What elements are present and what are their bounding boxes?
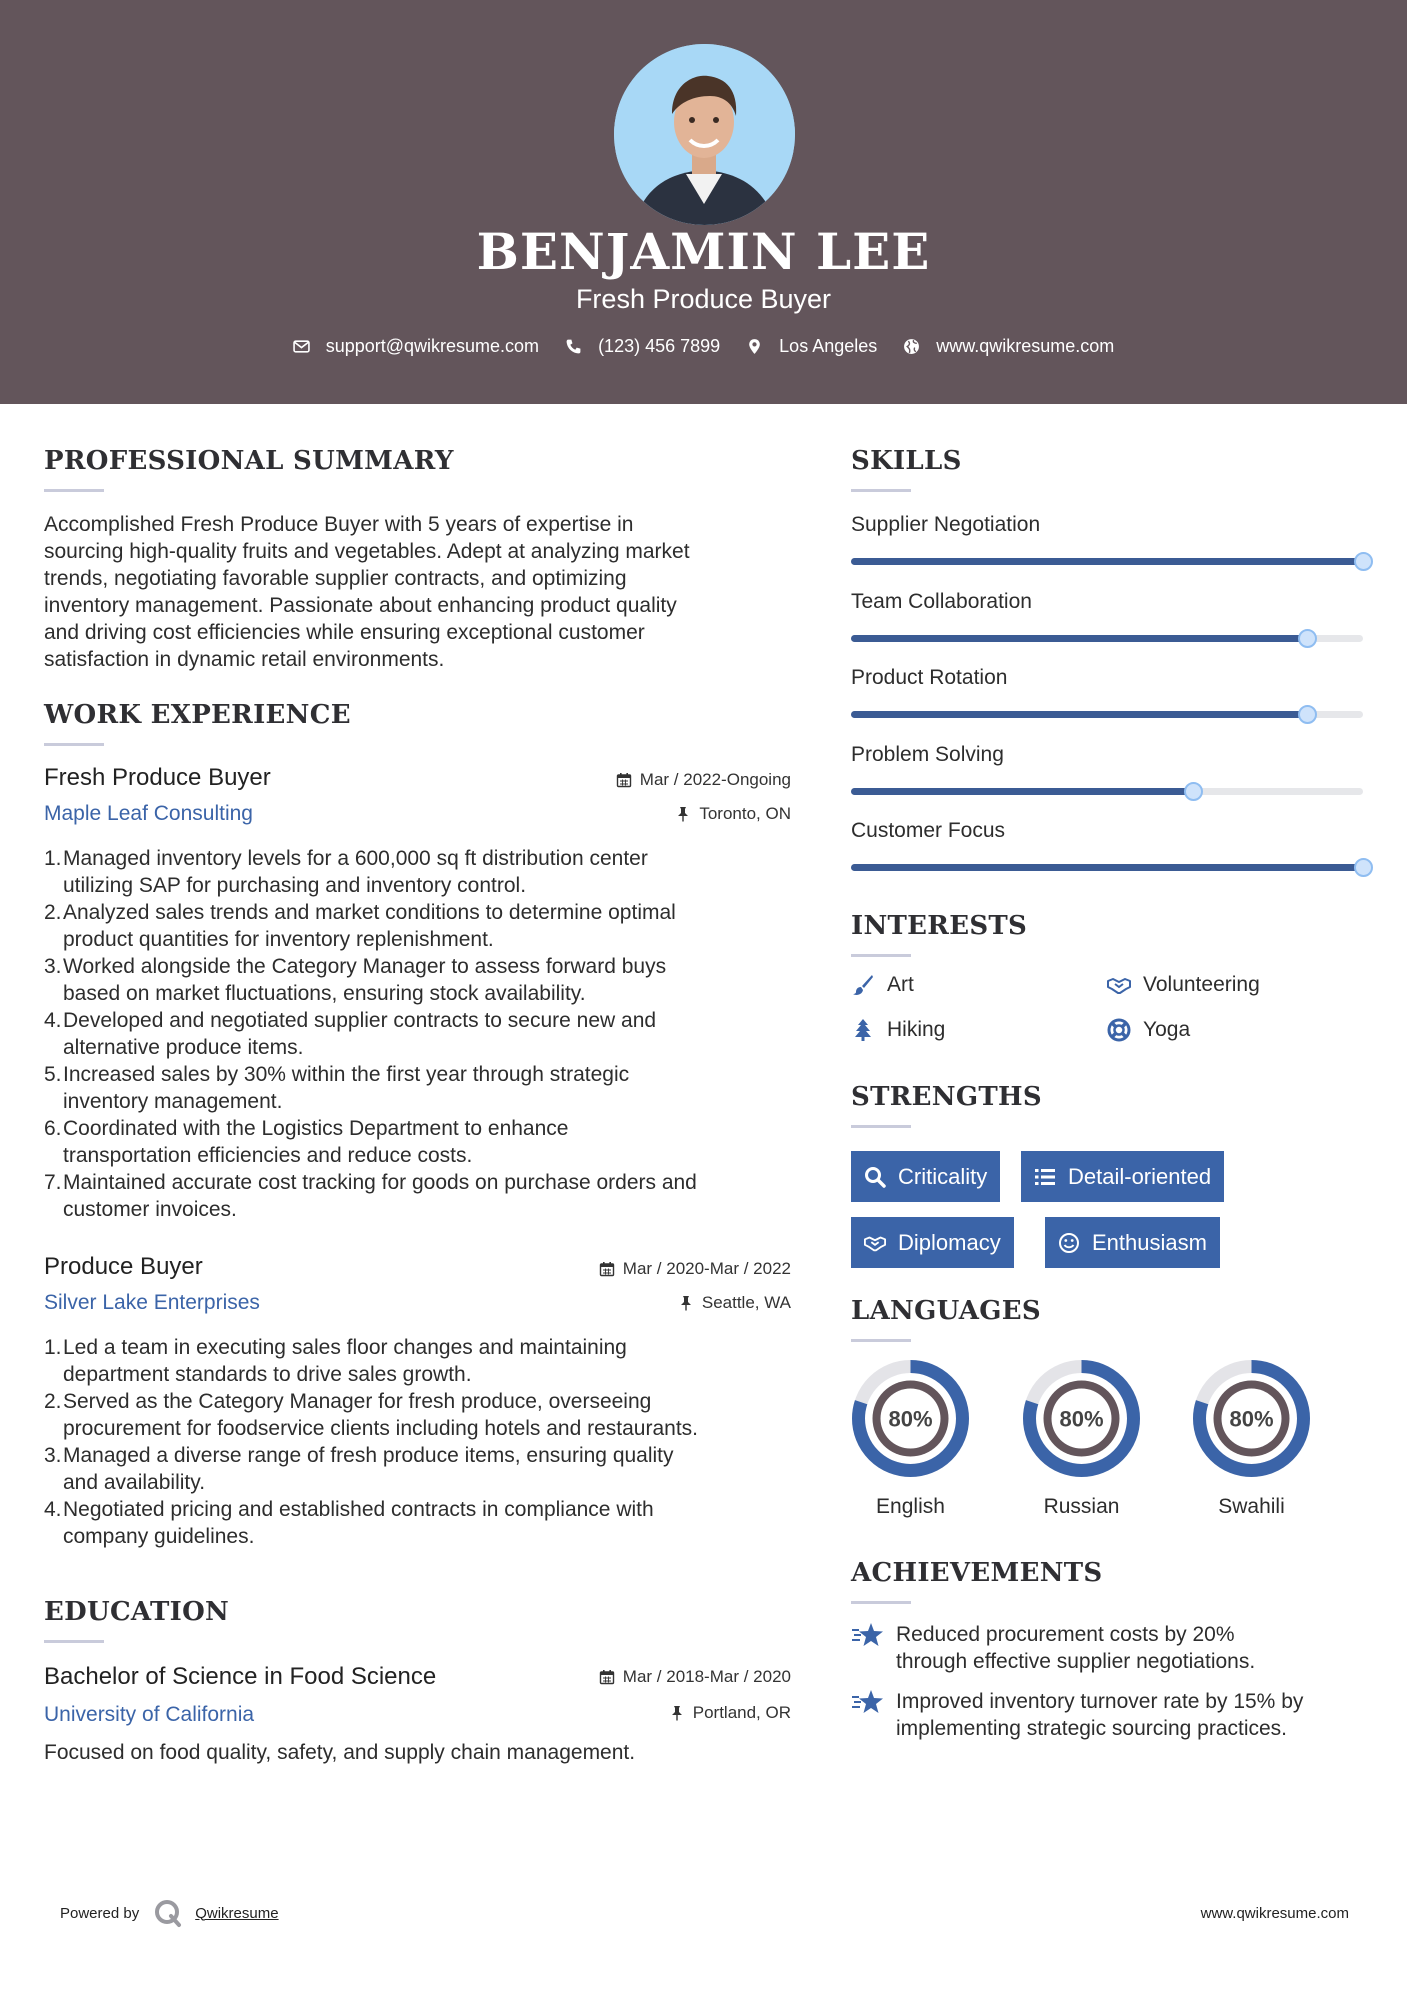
language-ring — [850, 1358, 971, 1479]
list-item — [44, 1007, 804, 1061]
language-ring — [1021, 1358, 1142, 1479]
education-date-text: Mar / 2018-Mar / 2020 — [622, 1667, 791, 1686]
languages-heading-underline — [851, 1339, 911, 1342]
skill-bar-fill — [851, 711, 1307, 718]
list-line: Negotiated pricing and established contracts in compliance with — [63, 1498, 654, 1521]
candidate-name: BENJAMIN LEE — [476, 222, 931, 281]
list-line: procurement for foodservice clients including hotels and restaurants. — [63, 1417, 699, 1440]
skill-bar-track — [851, 635, 1363, 642]
footer-powered-by — [60, 1898, 279, 1928]
skill-bar-track — [851, 864, 1363, 871]
skill-bar-knob — [1354, 858, 1373, 877]
list-line: Maintained accurate cost tracking for goods on purchase orders and — [63, 1171, 697, 1194]
list-line: product quantities for inventory replenishment. — [63, 928, 494, 951]
job-location-text: Seattle, WA — [701, 1293, 791, 1312]
list-item — [44, 1334, 804, 1388]
summary-line: trends, negotiating favorable supplier contracts, and optimizing — [44, 567, 627, 590]
achievements-heading: ACHIEVEMENTS — [851, 1558, 1103, 1588]
skill-bar-track — [851, 558, 1363, 565]
language-item — [1191, 1358, 1312, 1518]
skill-bar-fill — [851, 635, 1307, 642]
contact-bar — [0, 336, 1407, 357]
smile-icon — [1058, 1232, 1080, 1254]
list-line: based on market fluctuations, ensuring stock availability. — [63, 982, 586, 1005]
job-date-row — [44, 770, 791, 800]
skills-heading-underline — [851, 489, 911, 492]
language-percent: 80% — [1229, 1406, 1274, 1432]
job-location-text: Toronto, ON — [699, 804, 791, 823]
experience-heading-underline — [44, 743, 104, 746]
list-text — [63, 1496, 654, 1550]
star-icon — [851, 1688, 884, 1716]
list-item — [44, 1496, 804, 1550]
education-location-row — [44, 1703, 791, 1733]
search-icon — [864, 1166, 886, 1188]
tree-icon — [851, 1018, 875, 1042]
strengths-heading: STRENGTHS — [851, 1082, 1042, 1112]
handshake-icon — [864, 1232, 886, 1254]
summary-text — [44, 511, 804, 673]
languages-heading: LANGUAGES — [851, 1296, 1041, 1326]
list-number: 7. — [44, 1171, 62, 1194]
list-text — [63, 1442, 674, 1496]
achievement-text — [896, 1621, 1255, 1675]
footer-brand-link[interactable]: Qwikresume — [195, 1904, 279, 1922]
list-text — [63, 899, 676, 953]
school-name: University of California — [44, 1703, 255, 1726]
skill-label: Product Rotation — [851, 666, 1008, 689]
job-location-row — [44, 1293, 791, 1323]
list-line: Led a team in executing sales floor changes and maintaining — [63, 1336, 627, 1359]
education-heading-underline — [44, 1640, 104, 1643]
contact-website[interactable] — [903, 336, 1114, 357]
list-number: 2. — [44, 1390, 62, 1413]
language-name: English — [876, 1495, 945, 1518]
interests-heading-underline — [851, 954, 911, 957]
list-line: Served as the Category Manager for fresh produce, overseeing — [63, 1390, 652, 1413]
skill-label: Customer Focus — [851, 819, 1006, 842]
map-pin-icon — [746, 338, 763, 355]
list-text — [63, 845, 648, 899]
strengths-heading-underline — [851, 1125, 911, 1128]
skill-bar-knob — [1298, 705, 1317, 724]
summary-line: Accomplished Fresh Produce Buyer with 5 years of expertise in — [44, 513, 634, 536]
contact-phone[interactable] — [565, 336, 720, 357]
language-name: Swahili — [1218, 1495, 1285, 1518]
qwikresume-logo-icon — [153, 1898, 183, 1928]
contact-website-text: www.qwikresume.com — [936, 336, 1115, 356]
list-number: 4. — [44, 1009, 62, 1032]
list-line: Coordinated with the Logistics Department to enhance — [63, 1117, 569, 1140]
interest-label: Art — [887, 973, 914, 996]
contact-email-text: support@qwikresume.com — [325, 336, 540, 356]
list-line: Developed and negotiated supplier contracts to secure new and — [63, 1009, 657, 1032]
pushpin-icon — [669, 1705, 685, 1721]
achievement-line: implementing strategic sourcing practices. — [896, 1717, 1288, 1740]
strength-label: Enthusiasm — [1092, 1229, 1207, 1255]
achievement-line: Reduced procurement costs by 20% — [896, 1623, 1235, 1646]
list-number: 2. — [44, 901, 62, 924]
list-text — [63, 953, 666, 1007]
job-date — [599, 1259, 791, 1279]
list-line: and availability. — [63, 1471, 206, 1494]
education-heading: EDUCATION — [44, 1597, 230, 1627]
summary-line: sourcing high-quality fruits and vegetables. Adept at analyzing market — [44, 540, 690, 563]
interest-item — [851, 973, 914, 997]
list-item — [44, 845, 804, 899]
skill-bar-fill — [851, 558, 1363, 565]
language-item — [850, 1358, 971, 1518]
list-item — [44, 899, 804, 953]
resume-header — [0, 0, 1407, 404]
interest-item — [851, 1018, 945, 1042]
list-line: Analyzed sales trends and market conditions to determine optimal — [63, 901, 676, 924]
summary-heading-underline — [44, 489, 104, 492]
list-number: 5. — [44, 1063, 62, 1086]
contact-location-text: Los Angeles — [779, 336, 878, 356]
list-text — [63, 1169, 697, 1223]
education-location — [669, 1703, 791, 1723]
interests-heading: INTERESTS — [851, 911, 1028, 941]
job-location-row — [44, 804, 791, 834]
skills-heading: SKILLS — [851, 446, 962, 476]
experience-heading: WORK EXPERIENCE — [44, 700, 351, 730]
job-date-row — [44, 1259, 791, 1289]
skill-label: Team Collaboration — [851, 589, 1032, 613]
skill-bar-knob — [1354, 552, 1373, 571]
skill-bar-track — [851, 711, 1363, 718]
language-item — [1021, 1358, 1142, 1518]
skill-bar-fill — [851, 864, 1363, 871]
list-text — [63, 1007, 656, 1061]
list-number: 3. — [44, 1444, 62, 1467]
calendar-icon — [599, 1669, 615, 1685]
education-location-text: Portland, OR — [692, 1703, 791, 1722]
profile-photo-icon — [614, 44, 795, 225]
paintbrush-icon — [851, 973, 875, 997]
education-date — [599, 1667, 791, 1687]
education-date-row — [44, 1667, 791, 1697]
contact-email[interactable] — [293, 336, 539, 357]
globe-icon — [903, 338, 920, 355]
interest-item — [1107, 1018, 1190, 1042]
job-bullets — [44, 1334, 804, 1550]
list-text — [63, 1115, 568, 1169]
handshake-icon — [1107, 973, 1131, 997]
strength-label: Diplomacy — [898, 1229, 1001, 1255]
list-item — [44, 953, 804, 1007]
job-date-text: Mar / 2022-Ongoing — [639, 770, 791, 789]
list-line: inventory management. — [63, 1090, 283, 1113]
achievement-line: through effective supplier negotiations. — [896, 1650, 1256, 1673]
summary-line: and driving cost efficiencies while ensuring exceptional customer — [44, 621, 645, 644]
list-item — [44, 1169, 804, 1223]
list-line: Increased sales by 30% within the first year through strategic — [63, 1063, 630, 1086]
lifering-icon — [1107, 1018, 1131, 1042]
skill-bar-track — [851, 788, 1363, 795]
pushpin-icon — [675, 806, 691, 822]
strength-tag — [1021, 1151, 1224, 1202]
job-date — [616, 770, 791, 790]
list-line: company guidelines. — [63, 1525, 255, 1548]
envelope-icon — [293, 338, 310, 355]
list-text — [63, 1061, 629, 1115]
summary-heading: PROFESSIONAL SUMMARY — [44, 446, 454, 476]
list-line: Managed a diverse range of fresh produce items, ensuring quality — [63, 1444, 674, 1467]
skill-bar-fill — [851, 788, 1193, 795]
list-number: 3. — [44, 955, 62, 978]
job-title: Fresh Produce Buyer — [44, 764, 271, 791]
job-location — [675, 804, 791, 824]
interest-label: Volunteering — [1143, 973, 1260, 996]
list-item — [44, 1115, 804, 1169]
list-item — [44, 1061, 804, 1115]
footer-website[interactable]: www.qwikresume.com — [1200, 1905, 1349, 1922]
star-icon — [851, 1621, 884, 1649]
strength-tag — [851, 1217, 1014, 1268]
interest-label: Yoga — [1143, 1018, 1191, 1041]
list-line: alternative produce items. — [63, 1036, 304, 1059]
list-line: transportation efficiencies and reduce costs. — [63, 1144, 473, 1167]
strength-tag — [851, 1151, 1000, 1202]
list-number: 4. — [44, 1498, 62, 1521]
strength-label: Detail-oriented — [1068, 1163, 1212, 1189]
contact-phone-text: (123) 456 7899 — [598, 336, 721, 356]
pushpin-icon — [678, 1295, 694, 1311]
strength-label: Criticality — [898, 1163, 988, 1189]
skill-bar-knob — [1184, 782, 1203, 801]
skill-label: Supplier Negotiation — [851, 513, 1041, 536]
degree-title: Bachelor of Science in Food Science — [44, 1663, 437, 1690]
list-line: customer invoices. — [63, 1198, 237, 1221]
list-number: 1. — [44, 847, 62, 870]
phone-icon — [565, 338, 582, 355]
contact-location — [746, 336, 877, 357]
list-line: Worked alongside the Category Manager to assess forward buys — [63, 955, 667, 978]
list-text — [63, 1334, 627, 1388]
list-icon — [1034, 1166, 1056, 1188]
job-company: Maple Leaf Consulting — [44, 802, 253, 825]
skill-bar-knob — [1298, 629, 1317, 648]
language-percent: 80% — [1059, 1406, 1104, 1432]
language-name: Russian — [1043, 1495, 1120, 1518]
summary-line: satisfaction in dynamic retail environments. — [44, 648, 445, 671]
calendar-icon — [616, 772, 632, 788]
achievements-heading-underline — [851, 1601, 911, 1604]
profile-photo — [614, 44, 795, 225]
language-ring — [1191, 1358, 1312, 1479]
list-line: utilizing SAP for purchasing and inventory control. — [63, 874, 527, 897]
education-description: Focused on food quality, safety, and supply chain management. — [44, 1741, 636, 1764]
achievement-text — [896, 1688, 1303, 1742]
calendar-icon — [599, 1261, 615, 1277]
list-text — [63, 1388, 698, 1442]
list-number: 1. — [44, 1336, 62, 1359]
list-item — [44, 1442, 804, 1496]
job-location — [678, 1293, 791, 1313]
achievement-item — [851, 1688, 1371, 1742]
job-bullets — [44, 845, 804, 1223]
list-number: 6. — [44, 1117, 62, 1140]
skill-label: Problem Solving — [851, 742, 1004, 766]
interest-item — [1107, 973, 1260, 997]
achievement-line: Improved inventory turnover rate by 15% by — [896, 1690, 1304, 1713]
interest-label: Hiking — [887, 1018, 946, 1041]
candidate-role: Fresh Produce Buyer — [575, 284, 832, 314]
list-line: department standards to drive sales growth. — [63, 1363, 472, 1386]
summary-line: inventory management. Passionate about enhancing product quality — [44, 594, 677, 617]
powered-by-text: Powered by — [60, 1904, 140, 1922]
language-percent: 80% — [888, 1406, 933, 1432]
strength-tag — [1045, 1217, 1220, 1268]
job-title: Produce Buyer — [44, 1253, 203, 1280]
list-item — [44, 1388, 804, 1442]
list-line: Managed inventory levels for a 600,000 sq ft distribution center — [63, 847, 648, 870]
job-date-text: Mar / 2020-Mar / 2022 — [622, 1259, 791, 1278]
achievement-item — [851, 1621, 1371, 1675]
job-company: Silver Lake Enterprises — [44, 1291, 260, 1314]
